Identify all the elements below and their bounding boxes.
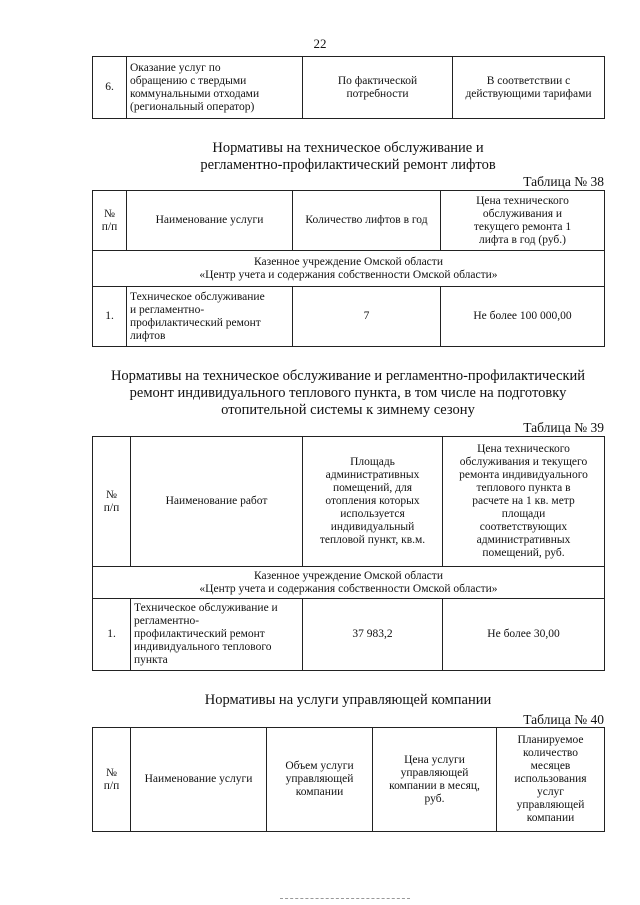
table-40-label: Таблица № 40: [523, 712, 604, 727]
table-39-label: Таблица № 39: [523, 420, 604, 435]
header-price: Цена технического обслуживания и текущего ремонта индивидуального теплового пункта в расчете на 1 кв. метр площади соответствующих административных помещений, руб.: [443, 437, 605, 567]
org-name: Казенное учреждение Омской области «Центр учета и содержания собственности Омской области»: [93, 251, 605, 287]
elevator-price: Не более 100 000,00: [441, 287, 605, 347]
work-name: Техническое обслуживание и регламентно- профилактический ремонт индивидуального теплового пункта: [131, 599, 303, 671]
org-row: [93, 251, 605, 287]
table-38-label: Таблица № 38: [523, 174, 604, 189]
header-num: № п/п: [93, 437, 131, 567]
services-table-continuation: [92, 56, 605, 119]
section-39-title: Нормативы на техническое обслуживание и регламентно-профилактический ремонт индивидуального теплового пункта, в том числе на подготовку отопительной системы к зимнему сезону: [110, 368, 586, 418]
header-num: № п/п: [93, 191, 127, 251]
section-40-title: Нормативы на услуги управляющей компании: [204, 692, 492, 708]
header-price: Цена технического обслуживания и текущего ремонта 1 лифта в год (руб.): [441, 191, 605, 251]
elevator-table: [92, 190, 605, 347]
service-name: Техническое обслуживание и регламентно- профилактический ремонт лифтов: [127, 287, 293, 347]
table-header-row: [93, 728, 605, 832]
service-price: В соответствии с действующими тарифами: [453, 57, 605, 119]
header-months: Планируемое количество месяцев использования услуг управляющей компании: [497, 728, 605, 832]
header-price: Цена услуги управляющей компании в месяц, руб.: [373, 728, 497, 832]
header-name: Наименование услуги: [131, 728, 267, 832]
row-number: 6.: [93, 57, 127, 119]
row-number: 1.: [93, 599, 131, 671]
header-volume: Объем услуги управляющей компании: [267, 728, 373, 832]
service-name: Оказание услуг по обращению с твердыми коммунальными отходами (региональный оператор): [127, 57, 303, 119]
table-row: [93, 287, 605, 347]
org-row: [93, 567, 605, 599]
row-number: 1.: [93, 287, 127, 347]
heating-price: Не более 30,00: [443, 599, 605, 671]
page-number: 22: [313, 36, 327, 51]
elevator-qty: 7: [293, 287, 441, 347]
scan-artifact: [280, 898, 410, 901]
table-header-row: [93, 437, 605, 567]
org-name: Казенное учреждение Омской области «Центр учета и содержания собственности Омской области»: [93, 567, 605, 599]
header-qty: Количество лифтов в год: [293, 191, 441, 251]
section-38-title: Нормативы на техническое обслуживание и регламентно-профилактический ремонт лифтов: [200, 140, 496, 173]
service-need: По фактической потребности: [303, 57, 453, 119]
header-name: Наименование работ: [131, 437, 303, 567]
table-row: [93, 599, 605, 671]
header-name: Наименование услуги: [127, 191, 293, 251]
management-company-table: [92, 727, 605, 832]
heating-point-table: [92, 436, 605, 671]
table-header-row: [93, 191, 605, 251]
heating-area: 37 983,2: [303, 599, 443, 671]
table-row: [93, 57, 605, 119]
header-area: Площадь административных помещений, для отопления которых используется индивидуальный тепловой пункт, кв.м.: [303, 437, 443, 567]
header-num: № п/п: [93, 728, 131, 832]
